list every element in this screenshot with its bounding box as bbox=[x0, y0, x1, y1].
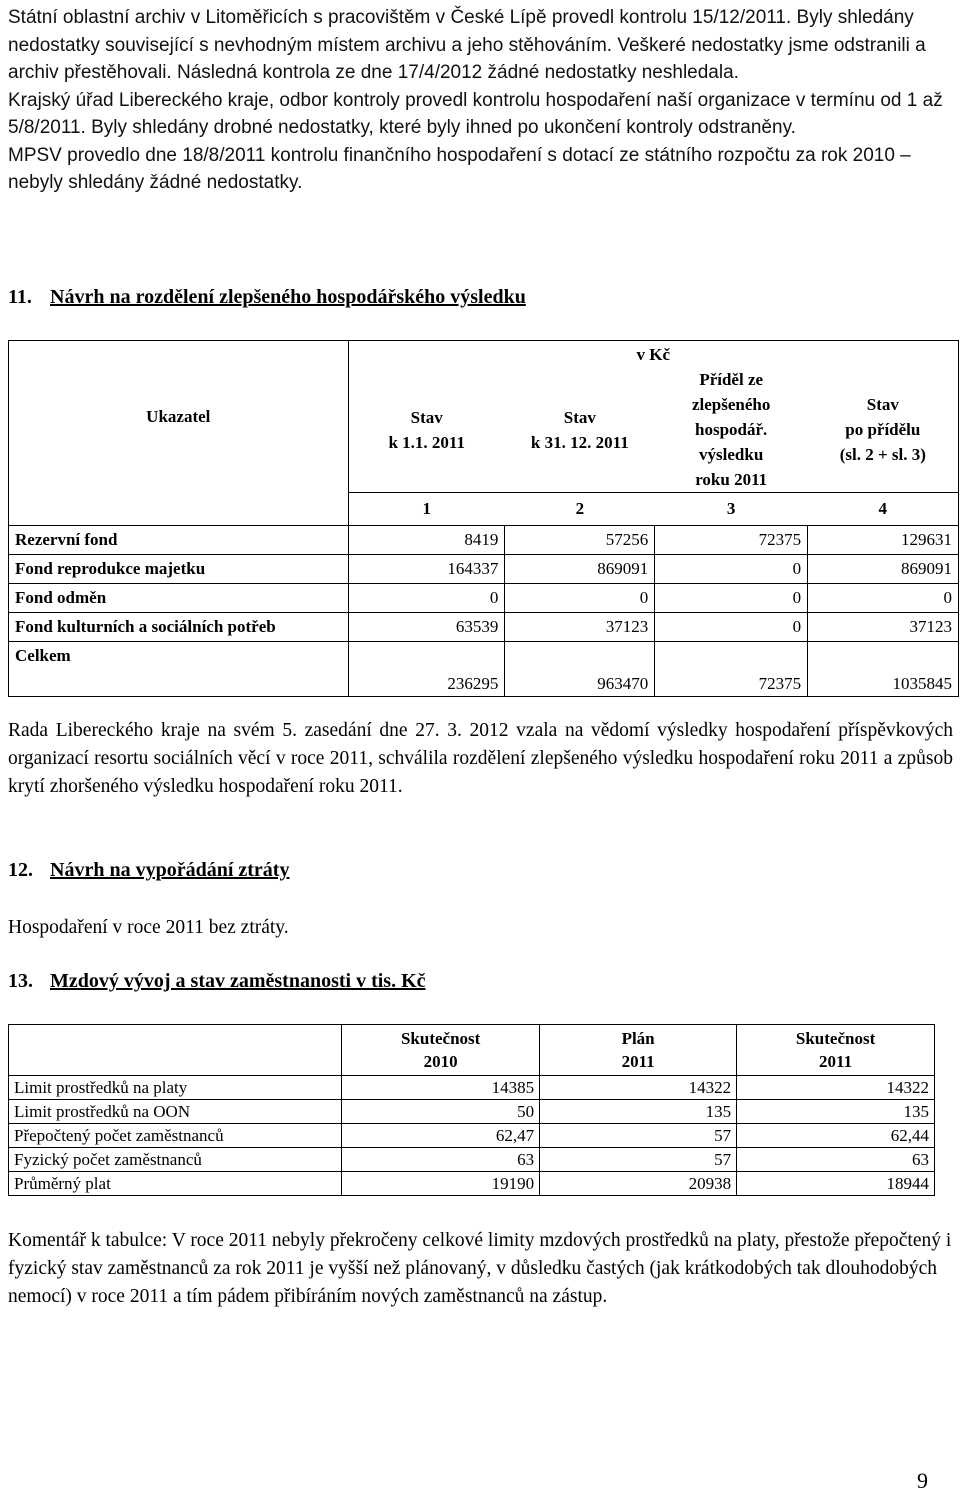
column-header-1 bbox=[342, 1025, 540, 1076]
cell-value: 869091 bbox=[808, 555, 959, 584]
table-row bbox=[9, 526, 959, 555]
total-value: 1035845 bbox=[808, 642, 959, 697]
page-number: 9 bbox=[917, 1468, 928, 1493]
column-header-3 bbox=[737, 1025, 935, 1076]
row-label: Fond kulturních a sociálních potřeb bbox=[9, 613, 349, 642]
table-row bbox=[9, 1100, 935, 1124]
column-header-4 bbox=[808, 367, 959, 493]
column-header-line: Stav bbox=[410, 407, 443, 427]
column-header-line: 2011 bbox=[621, 1052, 655, 1071]
cell-value: 72375 bbox=[655, 526, 808, 555]
column-header-line: Příděl ze bbox=[699, 370, 764, 389]
section-13-heading bbox=[8, 970, 426, 993]
section-12-heading bbox=[8, 859, 289, 882]
cell-value: 20938 bbox=[540, 1172, 737, 1196]
column-header-line: Plán bbox=[621, 1029, 655, 1048]
unit-label: v Kč bbox=[348, 341, 958, 368]
council-decision-text: Rada Libereckého kraje na svém 5. zasedání dne 27. 3. 2012 vzala na vědomí výsledky hospodaření příspěvkových organizací resortu sociálních věcí v roce 2011, schválila rozdělení zlepšeného výsledku hospodaření roku 2011 a způsob krytí zhoršeného výsledku hospodaření roku 2011. bbox=[8, 720, 953, 797]
column-header-line: Skutečnost bbox=[400, 1029, 481, 1048]
cell-value: 62,47 bbox=[342, 1124, 540, 1148]
cell-value: 0 bbox=[655, 555, 808, 584]
column-header-line: výsledku bbox=[699, 445, 764, 464]
section-title: Mzdový vývoj a stav zaměstnanosti v tis. Kč bbox=[50, 970, 426, 992]
column-header-2 bbox=[505, 367, 655, 493]
column-header-line: k 1.1. 2011 bbox=[388, 432, 465, 452]
cell-value: 63539 bbox=[348, 613, 505, 642]
column-header-3 bbox=[655, 367, 808, 493]
cell-value: 0 bbox=[348, 584, 505, 613]
table-total-row bbox=[9, 642, 959, 697]
column-number-spacer bbox=[9, 493, 349, 526]
total-label: Celkem bbox=[9, 642, 349, 697]
table-row bbox=[9, 1148, 935, 1172]
column-header-line: zlepšeného bbox=[691, 395, 771, 414]
row-label: Limit prostředků na OON bbox=[9, 1100, 342, 1124]
column-number: 2 bbox=[505, 493, 655, 526]
loss-settlement-text: Hospodaření v roce 2011 bez ztráty. bbox=[8, 917, 289, 938]
column-header-line: (sl. 2 + sl. 3) bbox=[839, 445, 926, 464]
row-label: Průměrný plat bbox=[9, 1172, 342, 1196]
section-title: Návrh na rozdělení zlepšeného hospodářského výsledku bbox=[50, 286, 526, 308]
table-row bbox=[9, 1172, 935, 1196]
table-row bbox=[9, 1124, 935, 1148]
row-label: Limit prostředků na platy bbox=[9, 1076, 342, 1100]
cell-value: 62,44 bbox=[737, 1124, 935, 1148]
column-header-line: Skutečnost bbox=[795, 1029, 876, 1048]
cell-value: 57256 bbox=[505, 526, 655, 555]
cell-value: 63 bbox=[342, 1148, 540, 1172]
table-row bbox=[9, 555, 959, 584]
cell-value: 0 bbox=[655, 584, 808, 613]
total-value: 72375 bbox=[655, 642, 808, 697]
cell-value: 135 bbox=[737, 1100, 935, 1124]
column-header-line: roku 2011 bbox=[695, 470, 768, 489]
section-11-heading bbox=[8, 286, 526, 309]
cell-value: 0 bbox=[505, 584, 655, 613]
row-label: Přepočtený počet zaměstnanců bbox=[9, 1124, 342, 1148]
column-number: 4 bbox=[808, 493, 959, 526]
column-header-line: hospodář. bbox=[695, 420, 768, 439]
column-number: 3 bbox=[655, 493, 808, 526]
cell-value: 19190 bbox=[342, 1172, 540, 1196]
paragraph-regional-office-inspection: Krajský úřad Libereckého kraje, odbor kontroly provedl kontrolu hospodaření naší organizace v termínu od 1 až 5/8/2011. Byly shledány drobné nedostatky, které byly ihned po ukončení kontroly odstraněny. bbox=[8, 89, 943, 138]
column-header-line: 2011 bbox=[819, 1052, 853, 1071]
header-blank bbox=[9, 1025, 342, 1076]
section-title: Návrh na vypořádání ztráty bbox=[50, 859, 290, 881]
column-number: 1 bbox=[348, 493, 505, 526]
total-value: 236295 bbox=[348, 642, 505, 697]
total-value: 963470 bbox=[505, 642, 655, 697]
row-label: Fond odměn bbox=[9, 584, 349, 613]
row-label: Fond reprodukce majetku bbox=[9, 555, 349, 584]
table-comment: Komentář k tabulce: V roce 2011 nebyly překročeny celkové limity mzdových prostředků na platy, přestože přepočtený i fyzický stav zaměstnanců za rok 2011 je vyšší než plánovaný, v důsledku častých (jak krátkodobých tak dlouhodobých nemocí) v roce 2011 a tím pádem přibíráním nových zaměstnanců na zástup. bbox=[8, 1230, 952, 1307]
cell-value: 37123 bbox=[808, 613, 959, 642]
cell-value: 0 bbox=[808, 584, 959, 613]
profit-distribution-table bbox=[8, 340, 959, 697]
paragraph-mpsv-inspection: MPSV provedlo dne 18/8/2011 kontrolu finančního hospodaření s dotací ze státního rozpočtu za rok 2010 – nebyly shledány žádné nedostatky. bbox=[8, 144, 911, 193]
cell-value: 14322 bbox=[737, 1076, 935, 1100]
table-row bbox=[9, 1076, 935, 1100]
row-label: Rezervní fond bbox=[9, 526, 349, 555]
cell-value: 14385 bbox=[342, 1076, 540, 1100]
section-number: 12. bbox=[8, 859, 33, 881]
paragraph-archive-inspection: Státní oblastní archiv v Litoměřicích s pracovištěm v České Lípě provedl kontrolu 15/12/2011. Byly shledány nedostatky související s nevhodným místem archivu a jeho stěhováním. Veškeré nedostatky jsme odstranili a archiv přestěhovali. Následná kontrola ze dne 17/4/2012 žádné nedostatky neshledala. bbox=[8, 7, 926, 83]
cell-value: 50 bbox=[342, 1100, 540, 1124]
row-label: Fyzický počet zaměstnanců bbox=[9, 1148, 342, 1172]
column-header-line: Stav bbox=[866, 395, 899, 414]
section-number: 13. bbox=[8, 970, 33, 992]
cell-value: 135 bbox=[540, 1100, 737, 1124]
header-indicator: Ukazatel bbox=[9, 341, 349, 493]
intro-text bbox=[8, 4, 953, 197]
column-header-line: Stav bbox=[563, 407, 596, 427]
table-row bbox=[9, 613, 959, 642]
cell-value: 129631 bbox=[808, 526, 959, 555]
column-header-line: po přídělu bbox=[845, 420, 921, 439]
column-header-line: 2010 bbox=[423, 1052, 458, 1071]
cell-value: 57 bbox=[540, 1148, 737, 1172]
table-row bbox=[9, 584, 959, 613]
cell-value: 63 bbox=[737, 1148, 935, 1172]
cell-value: 14322 bbox=[540, 1076, 737, 1100]
cell-value: 8419 bbox=[348, 526, 505, 555]
cell-value: 164337 bbox=[348, 555, 505, 584]
cell-value: 57 bbox=[540, 1124, 737, 1148]
cell-value: 869091 bbox=[505, 555, 655, 584]
column-header-2 bbox=[540, 1025, 737, 1076]
cell-value: 18944 bbox=[737, 1172, 935, 1196]
section-number: 11. bbox=[8, 286, 32, 308]
column-header-1 bbox=[348, 367, 505, 493]
wage-employment-table bbox=[8, 1024, 935, 1196]
column-header-line: k 31. 12. 2011 bbox=[530, 432, 629, 452]
cell-value: 0 bbox=[655, 613, 808, 642]
cell-value: 37123 bbox=[505, 613, 655, 642]
